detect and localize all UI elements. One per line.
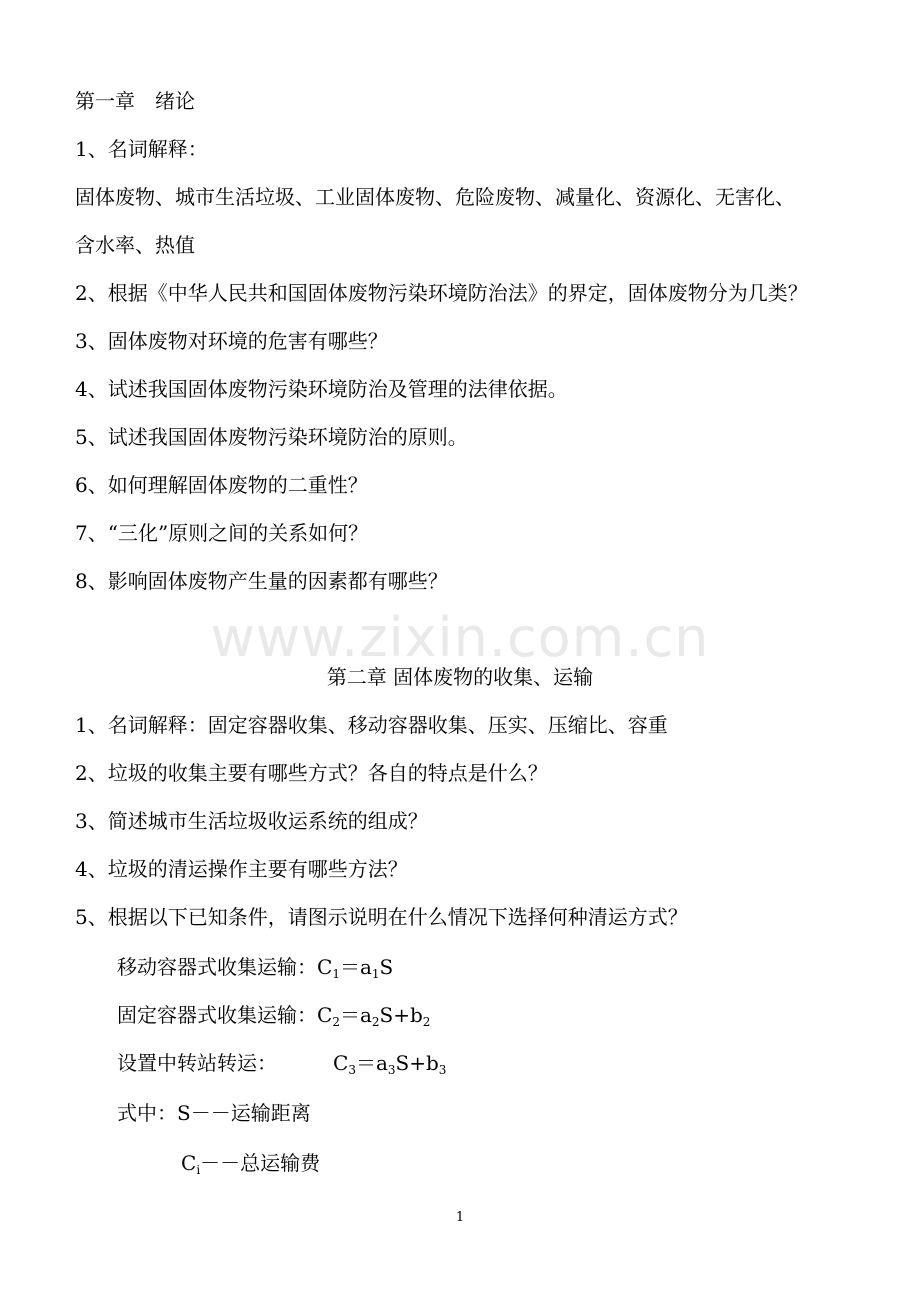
chapter1-q8: 8、影响固体废物产生量的因素都有哪些？ — [75, 569, 448, 593]
formula2-a-sub: 2 — [371, 1015, 380, 1029]
chapter1-q3: 3、固体废物对环境的危害有哪些？ — [75, 329, 388, 353]
formula2-c: C — [317, 1003, 333, 1027]
formula1-eq: ＝a — [339, 955, 372, 979]
where-s: S－－运输距离 — [177, 1101, 311, 1125]
formula3-c-sub: 3 — [348, 1063, 356, 1077]
watermark: www.zixin.com.cn — [210, 606, 710, 669]
chapter2-q3: 3、简述城市生活垃圾收运系统的组成？ — [75, 809, 428, 833]
chapter2-title: 第二章 固体废物的收集、运输 — [326, 665, 594, 689]
chapter2-q4: 4、垃圾的清运操作主要有哪些方法？ — [75, 857, 408, 881]
chapter1-q6: 6、如何理解固体废物的二重性？ — [75, 473, 368, 497]
chapter1-q1-label: 1、名词解释： — [75, 137, 208, 161]
chapter1-q2: 2、根据《中华人民共和国固体废物污染环境防治法》的界定，固体废物分为几类？ — [75, 281, 808, 305]
formula-mobile-container — [117, 954, 393, 980]
where-label: 式中： — [117, 1101, 177, 1125]
formula1-a-sub: 1 — [371, 967, 380, 981]
formula3-b-sub: 3 — [438, 1063, 447, 1077]
formula2-c-sub: 2 — [332, 1015, 340, 1029]
chapter1-q7: 7、“三化”原则之间的关系如何？ — [75, 521, 369, 545]
formula2-b-sub: 2 — [422, 1015, 431, 1029]
page-number: 1 — [455, 1210, 465, 1225]
formula3-label: 设置中转站转运： — [117, 1051, 277, 1075]
formula1-s: S — [379, 955, 394, 979]
formula3-eq: ＝a — [355, 1051, 388, 1075]
formula1-c: C — [317, 955, 333, 979]
formula3-sb: S+b — [395, 1051, 439, 1075]
chapter2-q1: 1、名词解释：固定容器收集、移动容器收集、压实、压缩比、容重 — [75, 713, 668, 737]
formula2-label: 固定容器式收集运输： — [117, 1003, 317, 1027]
formula3-a-sub: 3 — [387, 1063, 396, 1077]
formula1-label: 移动容器式收集运输： — [117, 955, 317, 979]
where-ci-c: C — [181, 1151, 197, 1175]
where-ci-line — [181, 1150, 320, 1176]
chapter1-q4: 4、试述我国固体废物污染环境防治及管理的法律依据。 — [75, 377, 568, 401]
chapter1-q1-terms-line2: 含水率、热值 — [75, 233, 195, 257]
formula3-c: C — [333, 1051, 349, 1075]
chapter2-q2: 2、垃圾的收集主要有哪些方式？各自的特点是什么？ — [75, 761, 548, 785]
where-ci-text: －－总运输费 — [200, 1151, 321, 1175]
where-s-line — [117, 1100, 311, 1126]
chapter1-q5: 5、试述我国固体废物污染环境防治的原则。 — [75, 425, 468, 449]
formula2-sb: S+b — [379, 1003, 423, 1027]
formula2-eq: ＝a — [339, 1003, 372, 1027]
formula1-c-sub: 1 — [332, 967, 340, 981]
where-ci-sub: i — [196, 1163, 201, 1177]
chapter1-title: 第一章 绪论 — [75, 89, 195, 113]
chapter1-q1-terms-line1: 固体废物、城市生活垃圾、工业固体废物、危险废物、减量化、资源化、无害化、 — [75, 185, 795, 209]
formula-transfer-station — [117, 1050, 446, 1076]
chapter2-q5: 5、根据以下已知条件，请图示说明在什么情况下选择何种清运方式？ — [75, 905, 688, 929]
formula-fixed-container — [117, 1002, 430, 1028]
